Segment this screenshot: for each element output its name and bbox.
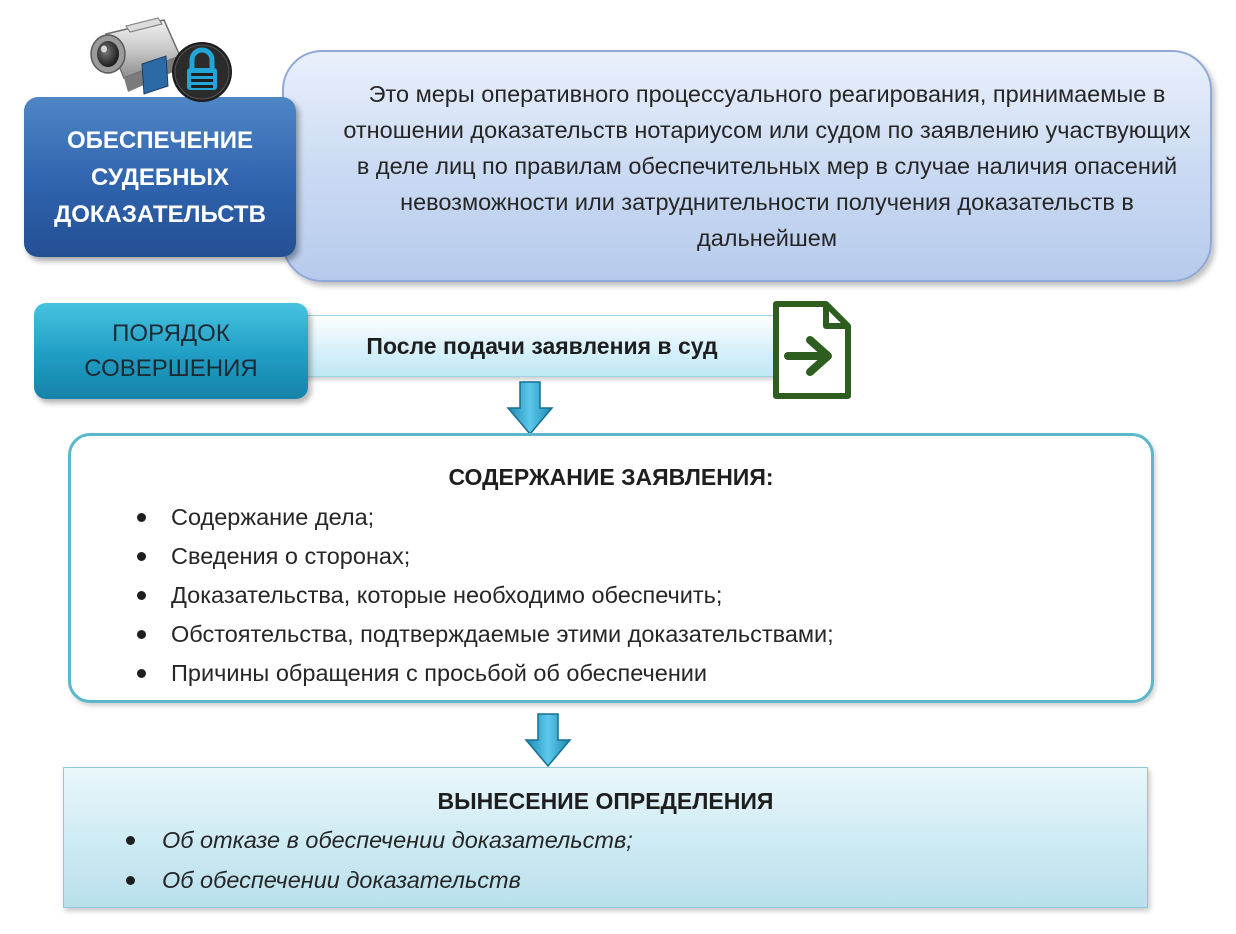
document-arrow-icon: [770, 300, 852, 400]
order-step-text: После подачи заявления в суд: [366, 332, 718, 359]
list-item: Причины обращения с просьбой об обеспечении: [171, 654, 834, 693]
content-title: СОДЕРЖАНИЕ ЗАЯВЛЕНИЯ:: [448, 464, 774, 490]
bullet-icon: [137, 630, 146, 639]
content-list: [171, 498, 834, 693]
bullet-icon: [126, 836, 135, 845]
decision-list: [162, 820, 633, 900]
down-arrow-icon: [506, 380, 554, 436]
list-item: Об обеспечении доказательств: [162, 860, 633, 900]
bullet-icon: [137, 513, 146, 522]
list-item: Доказательства, которые необходимо обеспечить;: [171, 576, 834, 615]
title-box: [24, 97, 296, 257]
decision-box: [63, 767, 1148, 908]
down-arrow-icon: [524, 712, 572, 768]
bullet-icon: [137, 669, 146, 678]
list-item: Сведения о сторонах;: [171, 537, 834, 576]
definition-text: Это меры оперативного процессуального реагирования, принимаемые в отношении доказательств нотариусом или судом по заявлению участвующих в деле лиц по правилам обеспечительных мер в случае наличия опасений невозможности или затруднительности получения доказательств в дальнейшем: [343, 81, 1191, 251]
application-content-box: [68, 433, 1154, 703]
video-camera-lock-icon: [84, 6, 234, 106]
bullet-icon: [126, 876, 135, 885]
decision-title: ВЫНЕСЕНИЕ ОПРЕДЕЛЕНИЯ: [437, 788, 774, 814]
order-box: [34, 303, 308, 399]
list-item: Об отказе в обеспечении доказательств;: [162, 820, 633, 860]
title-label: ОБЕСПЕЧЕНИЕ СУДЕБНЫХ ДОКАЗАТЕЛЬСТВ: [54, 126, 266, 228]
bullet-icon: [137, 552, 146, 561]
list-item: Содержание дела;: [171, 498, 834, 537]
list-item: Обстоятельства, подтверждаемые этими доказательствами;: [171, 615, 834, 654]
order-step-bar: [300, 315, 784, 377]
order-label: ПОРЯДОК СОВЕРШЕНИЯ: [84, 320, 258, 382]
bullet-icon: [137, 591, 146, 600]
definition-bubble: [282, 50, 1212, 282]
